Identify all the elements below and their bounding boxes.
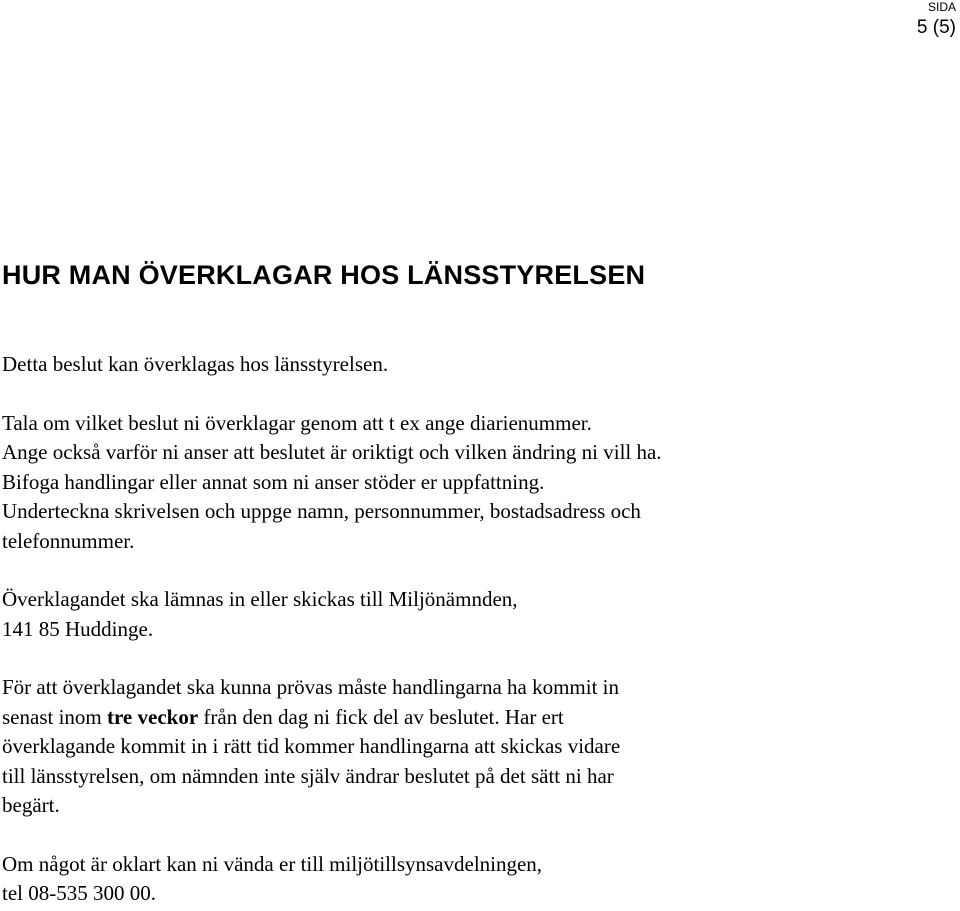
text-line: Om något är oklart kan ni vända er till miljötillsynsavdelningen,	[2, 851, 543, 876]
paragraph-submission-address	[2, 585, 952, 644]
text-line: För att överklagandet ska kunna prövas måste handlingarna ha kommit in	[2, 675, 620, 699]
text-line: Överklagandet ska lämnas in eller skickas till Miljönämnden,	[2, 587, 518, 611]
contact-phone: tel 08-535 300 00.	[2, 881, 156, 905]
paragraph-deadline	[2, 673, 952, 821]
text-line: Bifoga handlingar eller annat som ni anser stöder er uppfattning.	[2, 469, 545, 494]
paragraph-appeal-info: Detta beslut kan överklagas hos länsstyrelsen.	[2, 352, 389, 376]
page-title: HUR MAN ÖVERKLAGAR HOS LÄNSSTYRELSEN	[2, 260, 646, 290]
text-line: 141 85 Huddinge.	[2, 616, 154, 641]
text-line: överklagande kommit in i rätt tid kommer handlingarna att skickas vidare	[2, 734, 621, 758]
text-line	[2, 703, 952, 733]
deadline-emphasis: tre veckor	[107, 704, 199, 729]
text-line: till länsstyrelsen, om nämnden inte själv ändrar beslutet på det sätt ni har	[2, 763, 614, 788]
text-line: begärt.	[2, 793, 60, 817]
paragraph-contact	[2, 850, 952, 909]
document-body	[2, 350, 952, 909]
text-line: Ange också varför ni anser att beslutet är oriktigt och vilken ändring ni vill ha.	[2, 440, 662, 464]
page-header	[917, 0, 956, 39]
text-line: telefonnummer.	[2, 528, 135, 553]
text-fragment: från den dag ni fick del av beslutet. Har ert	[198, 704, 564, 729]
text-line: Underteckna skrivelsen och uppge namn, personnummer, bostadsadress och	[2, 499, 641, 523]
text-line: Tala om vilket beslut ni överklagar genom att t ex ange diarienummer.	[2, 410, 592, 435]
text-fragment: senast inom	[2, 704, 107, 729]
page-number: 5 (5)	[916, 17, 956, 38]
paragraph-instructions	[2, 409, 952, 557]
page-label: SIDA	[927, 0, 956, 14]
